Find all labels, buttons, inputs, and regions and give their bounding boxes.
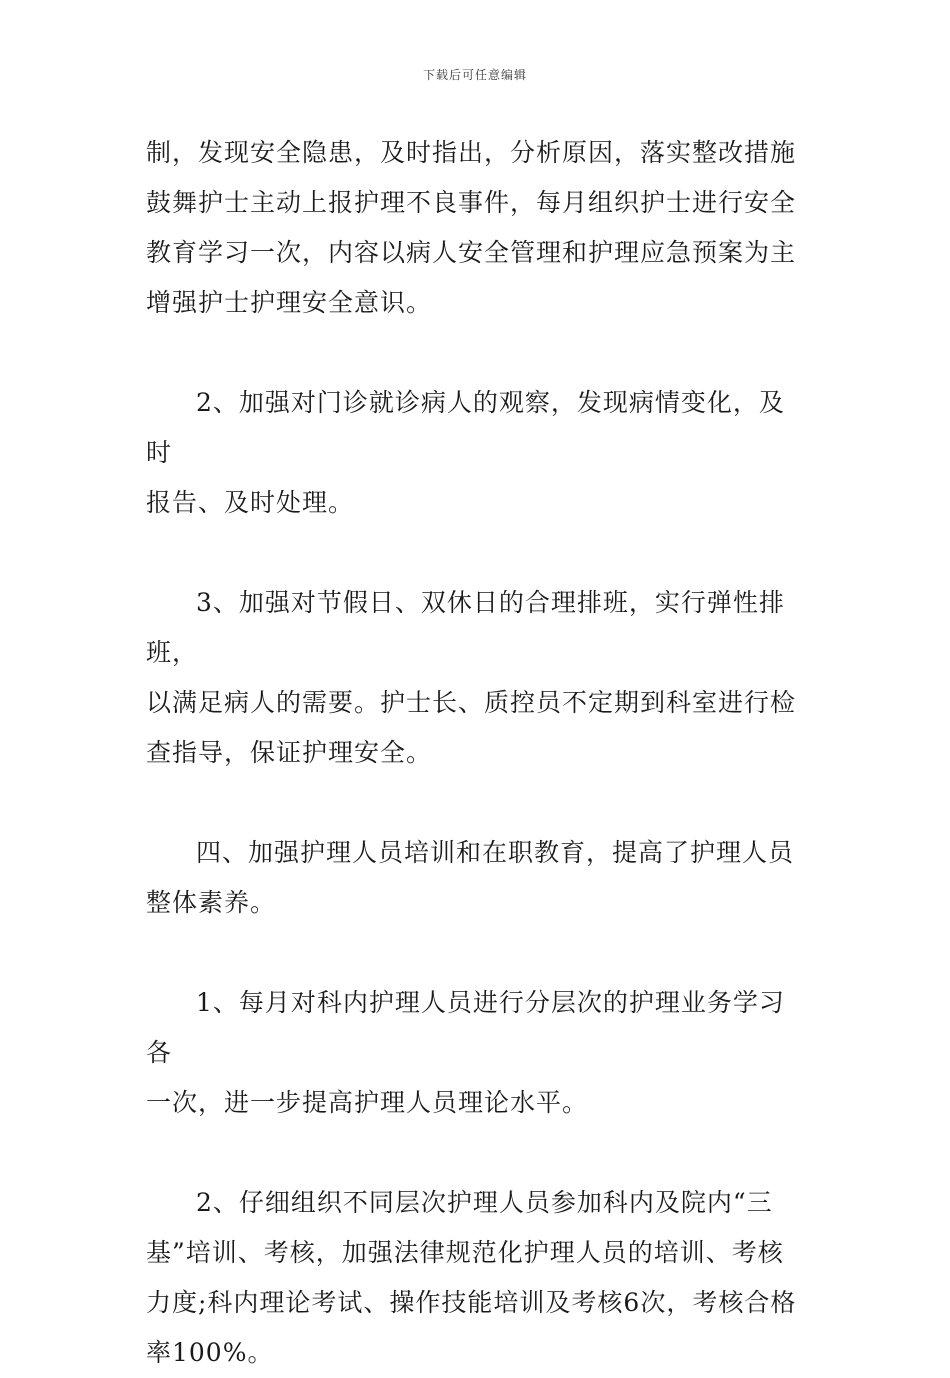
paragraph-line: 2、仔细组织不同层次护理人员参加科内及院内“三 xyxy=(196,1188,773,1217)
paragraph-line: 3、加强对节假日、双休日的合理排班，实行弹性排班， xyxy=(146,588,785,667)
paragraph-line: 基”培训、考核，加强法律规范化护理人员的培训、考核 xyxy=(146,1238,784,1267)
paragraph-line: 一次，进一步提高护理人员理论水平。 xyxy=(146,1088,589,1117)
paragraph-line: 教育学习一次，内容以病人安全管理和护理应急预案为主 xyxy=(146,238,797,267)
paragraph-spacer xyxy=(146,328,810,378)
paragraph-spacer xyxy=(146,778,810,828)
paragraph-line: 四、加强护理人员培训和在职教育，提高了护理人员 xyxy=(196,838,795,867)
paragraph-line: 力度;科内理论考试、操作技能培训及考核6次，考核合格 xyxy=(146,1288,797,1317)
paragraph-5 xyxy=(146,978,810,1128)
paragraph-line: 以满足病人的需要。护士长、质控员不定期到科室进行检 xyxy=(146,688,797,717)
paragraph-line: 整体素养。 xyxy=(146,888,277,917)
paragraph-line: 率100%。 xyxy=(146,1338,274,1367)
paragraph-spacer xyxy=(146,928,810,978)
paragraph-line: 报告、及时处理。 xyxy=(146,488,355,517)
paragraph-line: 增强护士护理安全意识。 xyxy=(146,288,433,317)
header-note: 下载后可任意编辑 xyxy=(422,68,527,82)
paragraph-spacer xyxy=(146,1128,810,1178)
paragraph-3 xyxy=(146,578,810,778)
paragraph-line: 2、加强对门诊就诊病人的观察，发现病情变化，及时 xyxy=(146,388,785,467)
paragraph-line: 1、每月对科内护理人员进行分层次的护理业务学习各 xyxy=(146,988,785,1067)
paragraph-1 xyxy=(146,128,810,328)
paragraph-2 xyxy=(146,378,810,528)
paragraph-spacer xyxy=(146,528,810,578)
section-heading-4 xyxy=(146,828,810,928)
paragraph-6 xyxy=(146,1178,810,1378)
paragraph-line: 鼓舞护士主动上报护理不良事件，每月组织护士进行安全 xyxy=(146,188,797,217)
paragraph-line: 查指导，保证护理安全。 xyxy=(146,738,433,767)
paragraph-line: 制，发现安全隐患，及时指出，分析原因，落实整改措施 xyxy=(146,138,797,167)
document-body xyxy=(146,128,810,1378)
